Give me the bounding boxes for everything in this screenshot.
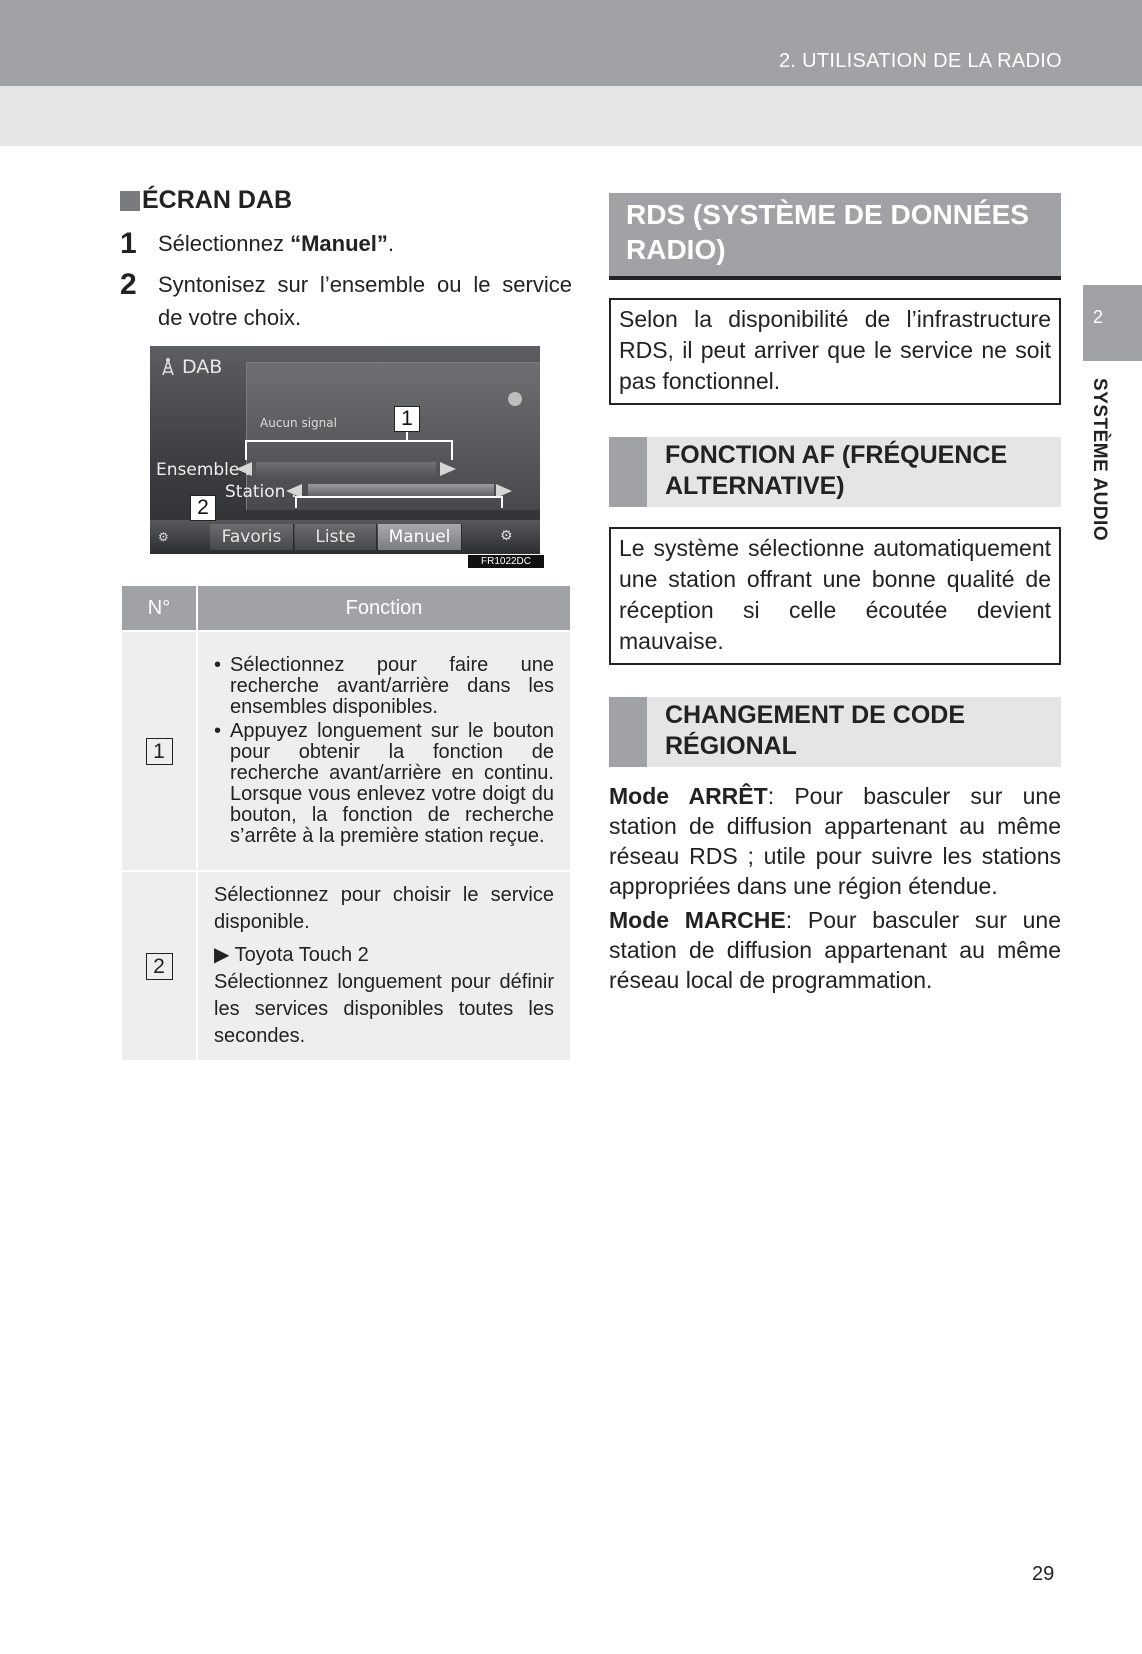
row-intro: Sélectionnez pour choisir le service disponible. xyxy=(214,884,554,933)
heading-bar xyxy=(609,437,647,507)
function-table xyxy=(120,584,572,1062)
row-description xyxy=(197,871,571,1061)
tab-liste[interactable]: Liste xyxy=(295,524,377,550)
table-row xyxy=(121,631,571,871)
row-number-cell xyxy=(121,871,197,1061)
step-number: 2 xyxy=(120,268,137,301)
radio-source-icon[interactable]: ⚙ xyxy=(158,530,169,544)
model-name: Toyota Touch 2 xyxy=(234,944,369,966)
section-heading xyxy=(120,186,572,215)
dab-title-text: DAB xyxy=(182,356,223,378)
mode-off-paragraph xyxy=(609,781,1061,901)
triangle-right-icon: ▶ xyxy=(214,944,230,966)
bullet-item xyxy=(214,655,554,718)
table-row xyxy=(121,871,571,1061)
table-header-row xyxy=(121,585,571,631)
ensemble-next-button[interactable] xyxy=(440,462,456,476)
step-text: Syntonisez sur l’ensemble ou le service de votre choix. xyxy=(158,272,572,330)
callout-2: 2 xyxy=(190,495,216,521)
row-number: 2 xyxy=(146,953,173,980)
row-number-cell xyxy=(121,631,197,871)
model-line xyxy=(214,942,554,969)
af-heading xyxy=(609,437,1061,507)
step-1 xyxy=(120,227,572,260)
ensemble-track xyxy=(256,462,436,476)
header-function: Fonction xyxy=(197,585,571,631)
step-2 xyxy=(120,268,572,334)
clock-icon xyxy=(508,392,522,406)
callout-1: 1 xyxy=(394,406,420,432)
dab-title xyxy=(160,356,222,378)
right-column xyxy=(609,193,1061,995)
bullet-item xyxy=(214,721,554,847)
callout-2-bracket xyxy=(295,496,503,508)
ensemble-label: Ensemble : xyxy=(156,460,251,480)
header-subband xyxy=(0,86,1142,146)
bullet-text: Sélectionnez pour faire une recherche avant/arrière dans les ensembles disponibles. xyxy=(230,654,554,718)
mode-off-label: Mode ARRÊT xyxy=(609,783,768,809)
row-description xyxy=(197,631,571,871)
bullet-text: Appuyez longuement sur le bouton pour obtenir la fonction de recherche avant/arrière en continu. Lorsque vous enlevez votre doigt du bouton, la fonction de recherche s’arrête à la première station reçue. xyxy=(230,720,554,847)
chapter-tab xyxy=(1083,285,1142,361)
step-text-after: . xyxy=(387,231,395,256)
dab-screen-figure xyxy=(150,346,542,568)
figure-code: FR1022DC xyxy=(468,555,544,568)
tab-favoris[interactable]: Favoris xyxy=(210,524,294,550)
heading-square-icon xyxy=(120,191,140,211)
mode-on-paragraph xyxy=(609,905,1061,995)
header-band xyxy=(0,0,1142,86)
row-detail: Sélectionnez longuement pour définir les services disponibles toutes les secondes. xyxy=(214,971,554,1047)
step-text xyxy=(158,227,572,260)
regional-heading xyxy=(609,697,1061,767)
chapter-label: SYSTÈME AUDIO xyxy=(1089,378,1110,542)
section-heading-text: ÉCRAN DAB xyxy=(142,186,292,214)
header-number: N° xyxy=(121,585,197,631)
chapter-number: 2 xyxy=(1093,307,1104,327)
mode-on-text: : Pour basculer sur une station de diffusion appartenant au même réseau local de programmation. xyxy=(609,907,1061,993)
af-info-box: Le système sélectionne automatiquement une station offrant une bonne qualité de réception si celle écoutée devient mauvaise. xyxy=(609,527,1061,665)
ensemble-prev-button[interactable] xyxy=(236,462,252,476)
no-signal-text: Aucun signal xyxy=(260,416,337,430)
step-number: 1 xyxy=(120,227,137,260)
page-number: 29 xyxy=(1032,1563,1055,1585)
callout-1-bracket xyxy=(245,440,453,460)
heading-bar xyxy=(609,697,647,767)
bullet-dot: • xyxy=(214,720,222,742)
row-number: 1 xyxy=(146,738,173,765)
step-text-before: Sélectionnez xyxy=(158,231,291,256)
settings-icon[interactable]: ⚙ xyxy=(500,528,513,544)
af-heading-text: FONCTION AF (FRÉQUENCE ALTERNATIVE) xyxy=(665,441,1008,500)
left-column xyxy=(120,186,572,1062)
rds-title: RDS (SYSTÈME DE DONNÉES RADIO) xyxy=(609,193,1061,280)
bullet-dot: • xyxy=(214,654,222,676)
tab-manuel[interactable]: Manuel xyxy=(378,524,462,550)
section-label: 2. UTILISATION DE LA RADIO xyxy=(778,50,1062,72)
mode-on-label: Mode MARCHE xyxy=(609,907,786,933)
regional-heading-text: CHANGEMENT DE CODE RÉGIONAL xyxy=(665,701,966,760)
antenna-icon xyxy=(160,358,176,376)
rds-info-box: Selon la disponibilité de l’infrastructure RDS, il peut arriver que le service ne soit pas fonctionnel. xyxy=(609,298,1061,405)
station-label: Station : xyxy=(225,482,297,502)
step-text-bold: “Manuel” xyxy=(290,231,388,256)
chapter-label-container xyxy=(1088,378,1116,558)
mode-off-text: : Pour basculer sur une station de diffusion appartenant au même réseau RDS ; utile pour suivre les stations appropriées dans une région étendue. xyxy=(609,783,1061,899)
